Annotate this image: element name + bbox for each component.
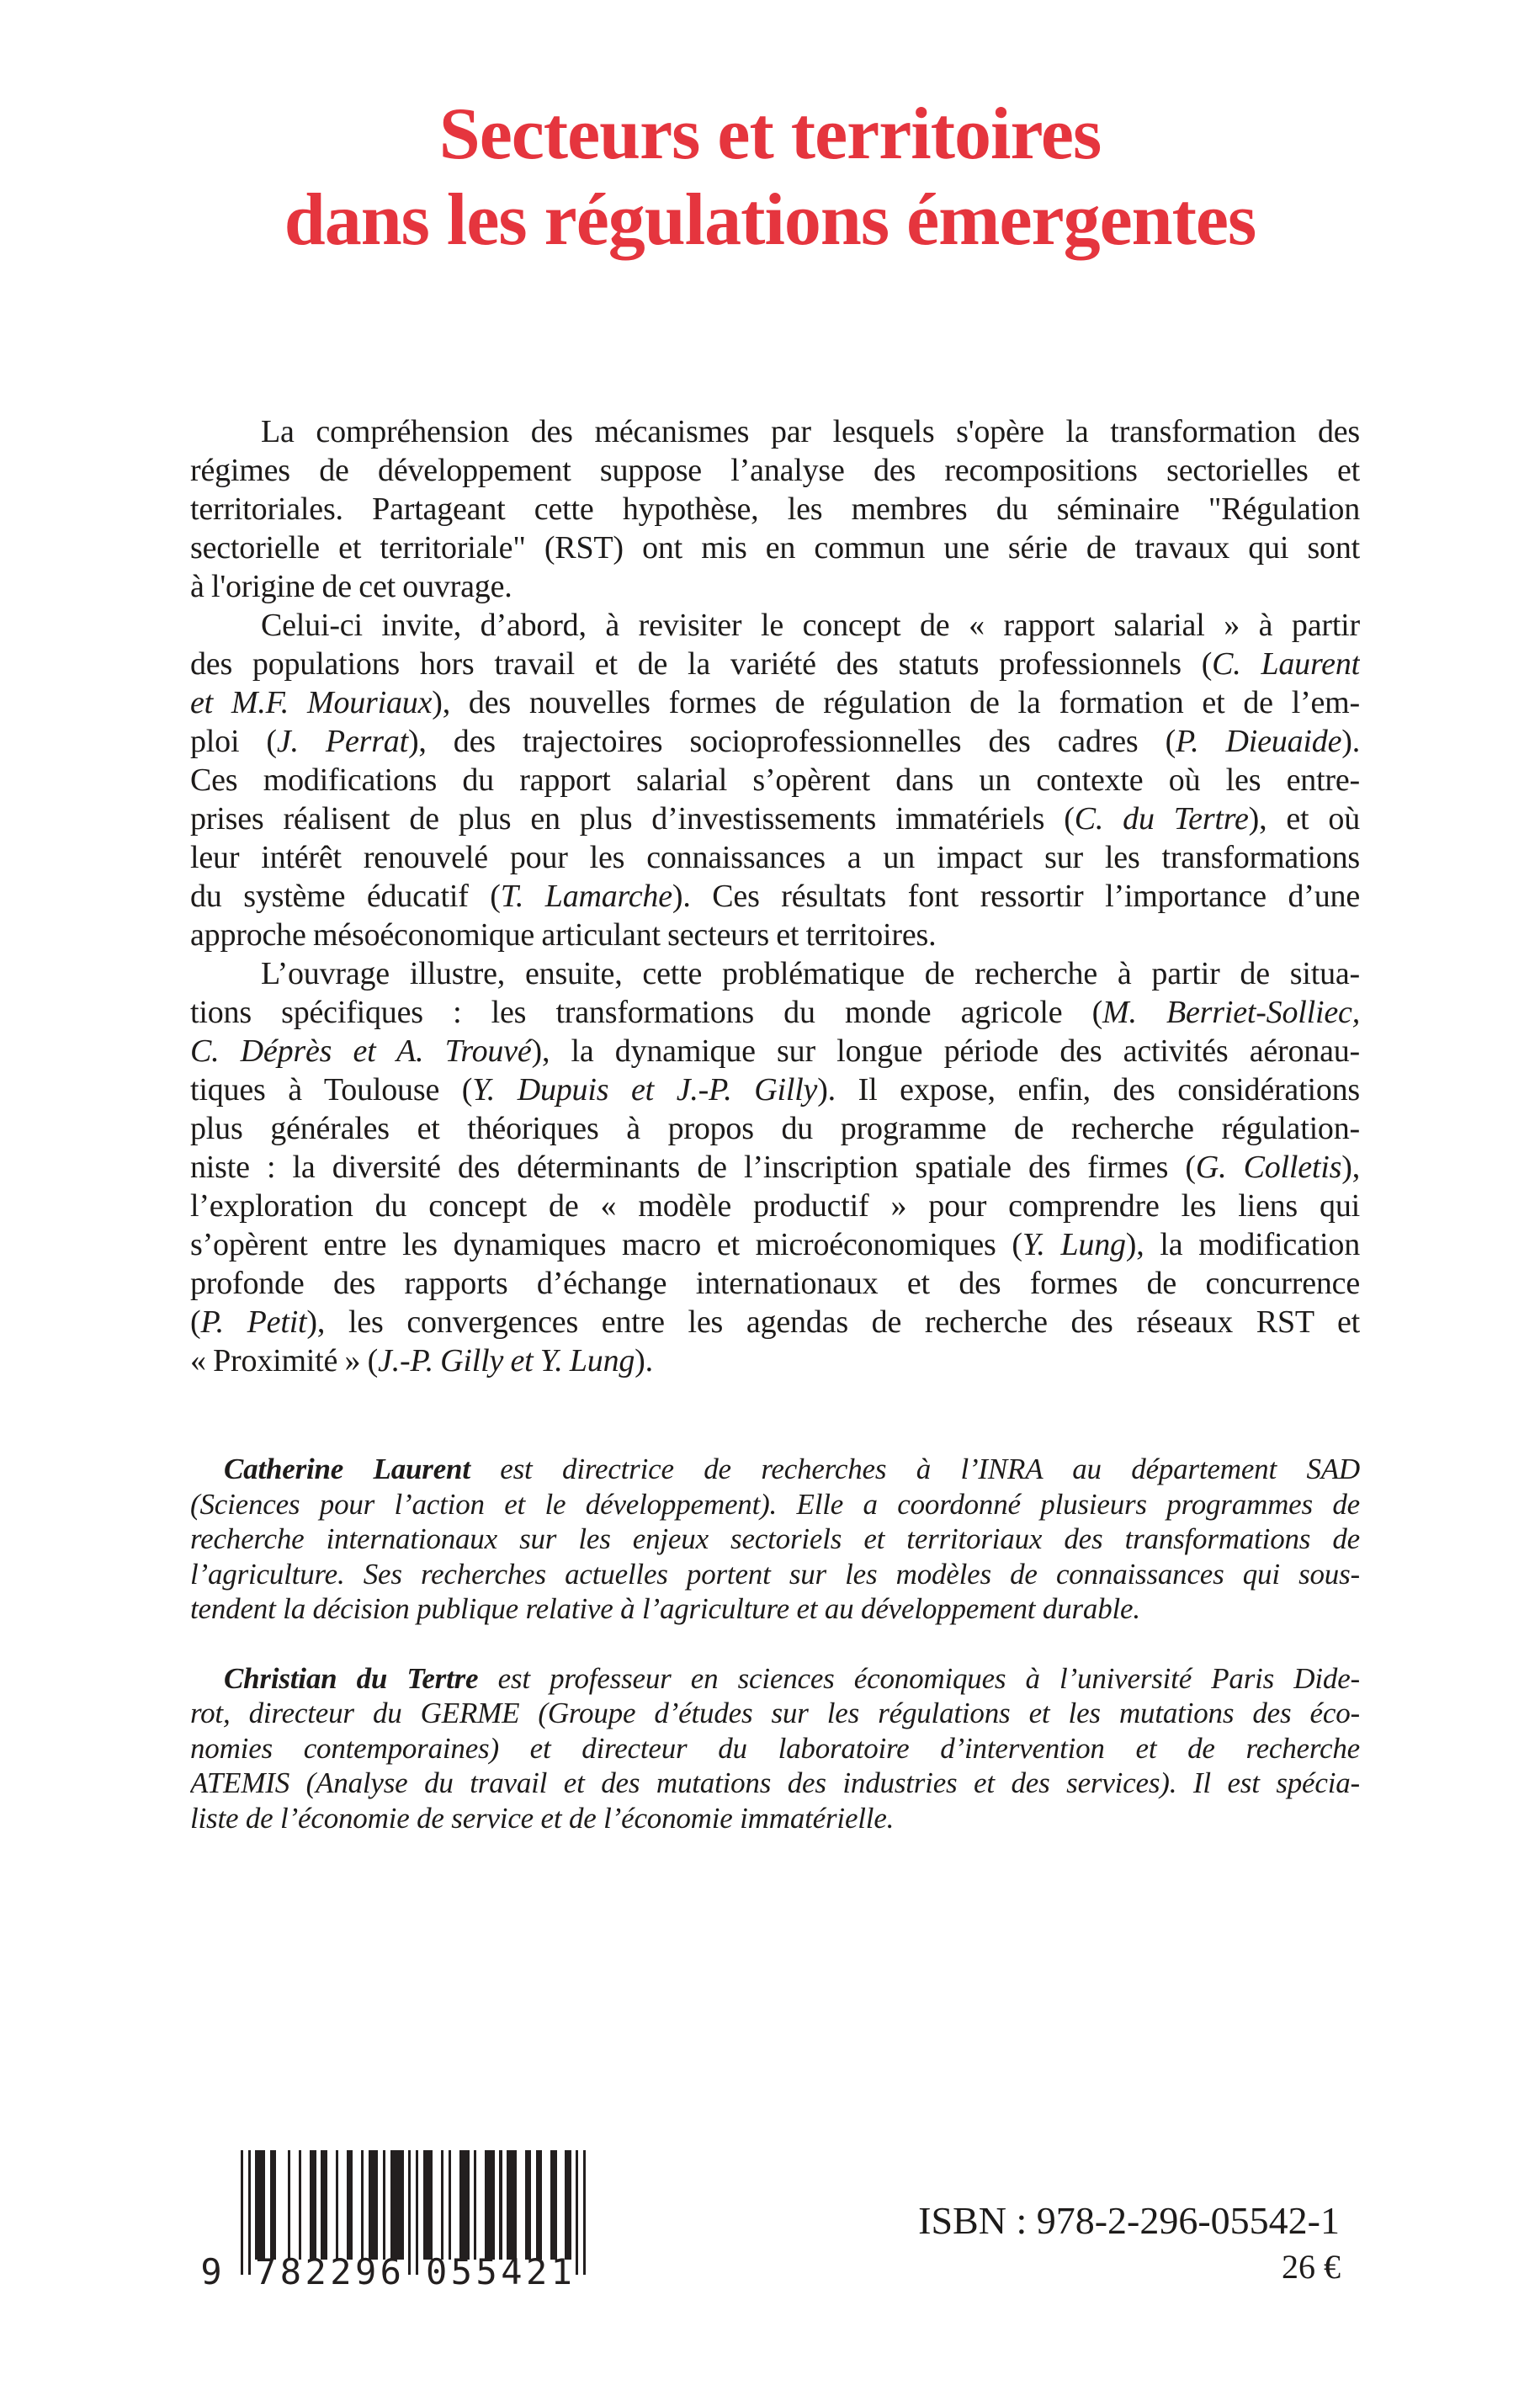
synopsis: [190, 412, 1360, 1380]
text-line: [190, 1452, 1360, 1487]
barcode-digit: 9: [354, 2251, 377, 2292]
text-line: [190, 916, 1360, 954]
text-run: M. Berriet-Solliec,: [1102, 995, 1360, 1030]
text-run: profonde des rapports d’échange internationaux et des formes de concurrence: [190, 1266, 1360, 1301]
barcode-bar: [241, 2150, 243, 2275]
barcode-bar: [525, 2150, 531, 2260]
barcode-bar: [583, 2150, 586, 2275]
text-run: Celui-ci invite, d’abord, à revisiter le concept de « rapport salarial » à partir: [261, 608, 1360, 643]
text-line: [190, 1264, 1360, 1303]
barcode-bar: [321, 2150, 327, 2260]
text-run: est directrice de recherches à l’INRA au département SAD: [470, 1453, 1360, 1485]
text-line: [190, 838, 1360, 877]
text-line: [190, 1303, 1360, 1341]
text-run: (Sciences pour l’action et le développement). Elle a coordonné plusieurs programmes de: [190, 1487, 1360, 1521]
text-run: nomies contemporaines) et directeur du laboratoire d’intervention et de recherche: [190, 1731, 1360, 1765]
barcode-bar: [288, 2150, 290, 2260]
text-line: [190, 606, 1360, 645]
barcode-bar: [550, 2150, 556, 2260]
text-run: ), et où: [1248, 801, 1360, 837]
barcode-bar: [347, 2150, 353, 2260]
text-line: [190, 1487, 1360, 1522]
text-run: T. Lamarche: [500, 879, 672, 914]
text-run: plus générales et théoriques à propos du programme de recherche régulation-: [190, 1111, 1360, 1146]
barcode-digit: 2: [330, 2251, 352, 2292]
text-run: J.-P. Gilly et Y. Lung: [378, 1343, 635, 1378]
barcode-bar: [299, 2150, 301, 2260]
text-run: tendent la décision publique relative à l’agriculture et au développement durable.: [190, 1592, 1140, 1625]
text-run: ).: [1341, 724, 1360, 759]
text-run: Y. Lung: [1022, 1227, 1126, 1262]
text-line: [190, 567, 1360, 606]
barcode-first-digit: 9: [200, 2251, 222, 2292]
barcode-digit: 4: [501, 2251, 523, 2292]
text-run: P. Petit: [200, 1304, 307, 1340]
barcode-bar: [248, 2150, 251, 2275]
text-line: [190, 1766, 1360, 1801]
text-run: Ces modifications du rapport salarial s’opèrent dans un contexte où les entre-: [190, 762, 1360, 798]
text-run: du système éducatif (: [190, 879, 501, 914]
text-line: [190, 722, 1360, 761]
barcode-bar: [485, 2150, 495, 2260]
text-line: [190, 1225, 1360, 1264]
text-run: l’exploration du concept de « modèle productif » pour comprendre les liens qui: [190, 1188, 1360, 1224]
text-run: recherche internationaux sur les enjeux sectoriels et territoriaux des transformations de: [190, 1522, 1360, 1555]
barcode-digit: 2: [305, 2251, 327, 2292]
text-run: liste de l’économie de service et de l’économie immatérielle.: [190, 1801, 895, 1835]
text-line: [190, 1801, 1360, 1836]
text-line: [190, 529, 1360, 567]
barcode-digit: 5: [450, 2251, 473, 2292]
barcode-digit: 1: [550, 2251, 572, 2292]
text-line: [190, 761, 1360, 799]
text-line: [190, 877, 1360, 916]
text-line: [190, 799, 1360, 838]
isbn-text: ISBN : 978-2-296-05542-1: [918, 2199, 1340, 2242]
barcode-left-digits: [252, 2251, 405, 2292]
barcode-bar: [576, 2150, 578, 2275]
barcode-bar: [390, 2150, 404, 2260]
text-run: des populations hors travail et de la variété des statuts professionnels (: [190, 646, 1213, 682]
text-run: ), les convergences entre les agendas de recherche des réseaux RST et: [306, 1304, 1360, 1340]
text-run: C. Laurent: [1212, 646, 1360, 682]
book-title-line: dans les régulations émergentes: [284, 179, 1256, 261]
text-line: [190, 1187, 1360, 1225]
text-run: J. Perrat: [276, 724, 408, 759]
text-line: [190, 1522, 1360, 1557]
text-run: ). Ces résultats font ressortir l’importance d’une: [672, 879, 1360, 914]
text-run: P. Dieuaide: [1176, 724, 1342, 759]
book-title-line: Secteurs et territoires: [438, 93, 1102, 175]
barcode-bar: [536, 2150, 542, 2260]
text-run: C. Déprès et A. Trouvé: [190, 1033, 532, 1069]
barcode-bar: [507, 2150, 517, 2260]
barcode-right-digits: [422, 2251, 576, 2292]
text-line: [190, 1557, 1360, 1592]
text-run: Y. Dupuis et J.-P. Gilly: [472, 1072, 818, 1108]
text-run: sectorielle et territoriale" (RST) ont mis en commun une série de travaux qui sont: [190, 530, 1360, 566]
text-run: tions spécifiques : les transformations du monde agricole (: [190, 995, 1103, 1030]
text-line: [190, 993, 1360, 1032]
text-run: approche mésoéconomique articulant secteurs et territoires.: [190, 917, 937, 953]
text-run: ). Il expose, enfin, des considérations: [817, 1072, 1360, 1108]
text-run: ).: [635, 1343, 653, 1378]
text-run: s’opèrent entre les dynamiques macro et microéconomiques (: [190, 1227, 1022, 1262]
text-line: [190, 1341, 1360, 1380]
text-line: [190, 451, 1360, 490]
barcode-bar: [383, 2150, 385, 2260]
barcode-bar: [499, 2150, 502, 2260]
barcode: [200, 2150, 587, 2293]
author-bios: [190, 1452, 1360, 1835]
book-title: [0, 92, 1540, 263]
text-line: [190, 1148, 1360, 1187]
text-line: [190, 1032, 1360, 1070]
barcode-bar: [270, 2150, 276, 2260]
text-run: L’ouvrage illustre, ensuite, cette problématique de recherche à partir de situa-: [261, 956, 1360, 991]
text-run: ), la dynamique sur longue période des activités aéronau-: [531, 1033, 1360, 1069]
barcode-bar: [423, 2150, 433, 2260]
text-line: [190, 954, 1360, 993]
text-line: [190, 490, 1360, 529]
barcode-bar: [416, 2150, 418, 2275]
barcode-digit: 2: [525, 2251, 548, 2292]
text-run: leur intérêt renouvelé pour les connaissances a un impact sur les transformations: [190, 840, 1360, 875]
text-run: prises réalisent de plus en plus d’investissements immatériels (: [190, 801, 1075, 837]
text-line: [190, 1731, 1360, 1766]
text-line: [190, 1109, 1360, 1148]
barcode-bar: [449, 2150, 451, 2260]
barcode-bar: [361, 2150, 364, 2260]
text-run: ), la modification: [1125, 1227, 1360, 1262]
text-run: Christian du Tertre: [224, 1661, 479, 1695]
text-line: [190, 683, 1360, 722]
barcode-bar: [336, 2150, 338, 2260]
text-run: tiques à Toulouse (: [190, 1072, 473, 1108]
text-run: ), des nouvelles formes de régulation de la formation et de l’em-: [432, 685, 1360, 720]
text-run: est professeur en sciences économiques à l’université Paris Dide-: [478, 1661, 1360, 1695]
text-run: La compréhension des mécanismes par lesquels s'opère la transformation des: [261, 414, 1360, 449]
barcode-digit: 0: [426, 2251, 448, 2292]
barcode-bar: [310, 2150, 316, 2260]
text-run: ),: [1341, 1150, 1360, 1185]
text-run: G. Colletis: [1195, 1150, 1342, 1185]
text-run: l’agriculture. Ses recherches actuelles portent sur les modèles de connaissances qui sous-: [190, 1557, 1360, 1591]
barcode-bar: [474, 2150, 476, 2260]
text-run: (: [190, 1304, 201, 1340]
text-run: « Proximité » (: [190, 1343, 379, 1378]
text-run: et M.F. Mouriaux: [190, 685, 433, 720]
text-line: [190, 1070, 1360, 1109]
barcode-digit: 5: [475, 2251, 497, 2292]
text-run: niste : la diversité des déterminants de l’inscription spatiale des firmes (: [190, 1150, 1196, 1185]
barcode-digit: 7: [255, 2251, 277, 2292]
barcode-bar: [565, 2150, 571, 2260]
text-run: territoriales. Partageant cette hypothèse, les membres du séminaire "Régulation: [190, 491, 1360, 527]
text-run: ATEMIS (Analyse du travail et des mutations des industries et des services). Il est spécia-: [190, 1766, 1360, 1799]
barcode-digit: 8: [279, 2251, 302, 2292]
text-line: [190, 645, 1360, 683]
text-run: rot, directeur du GERME (Groupe d’études sur les régulations et les mutations des éco-: [190, 1697, 1360, 1729]
text-run: à l'origine de cet ouvrage.: [190, 569, 512, 604]
text-run: ploi (: [190, 724, 277, 759]
text-line: [190, 412, 1360, 451]
text-run: Catherine Laurent: [224, 1453, 470, 1485]
text-run: ), des trajectoires socioprofessionnelles des cadres (: [407, 724, 1176, 759]
barcode-bar: [459, 2150, 470, 2260]
barcode-bar: [408, 2150, 411, 2275]
barcode-bar: [441, 2150, 443, 2260]
text-run: C. du Tertre: [1074, 801, 1249, 837]
text-run: régimes de développement suppose l’analyse des recompositions sectorielles et: [190, 453, 1360, 488]
barcode-bar: [369, 2150, 379, 2260]
price-text: 26 €: [1282, 2248, 1341, 2286]
text-line: [190, 1591, 1360, 1627]
paragraph-spacer: [190, 1627, 1360, 1661]
barcode-bar: [255, 2150, 265, 2260]
barcode-digit: 6: [380, 2251, 401, 2292]
text-line: [190, 1661, 1360, 1697]
text-line: [190, 1696, 1360, 1731]
